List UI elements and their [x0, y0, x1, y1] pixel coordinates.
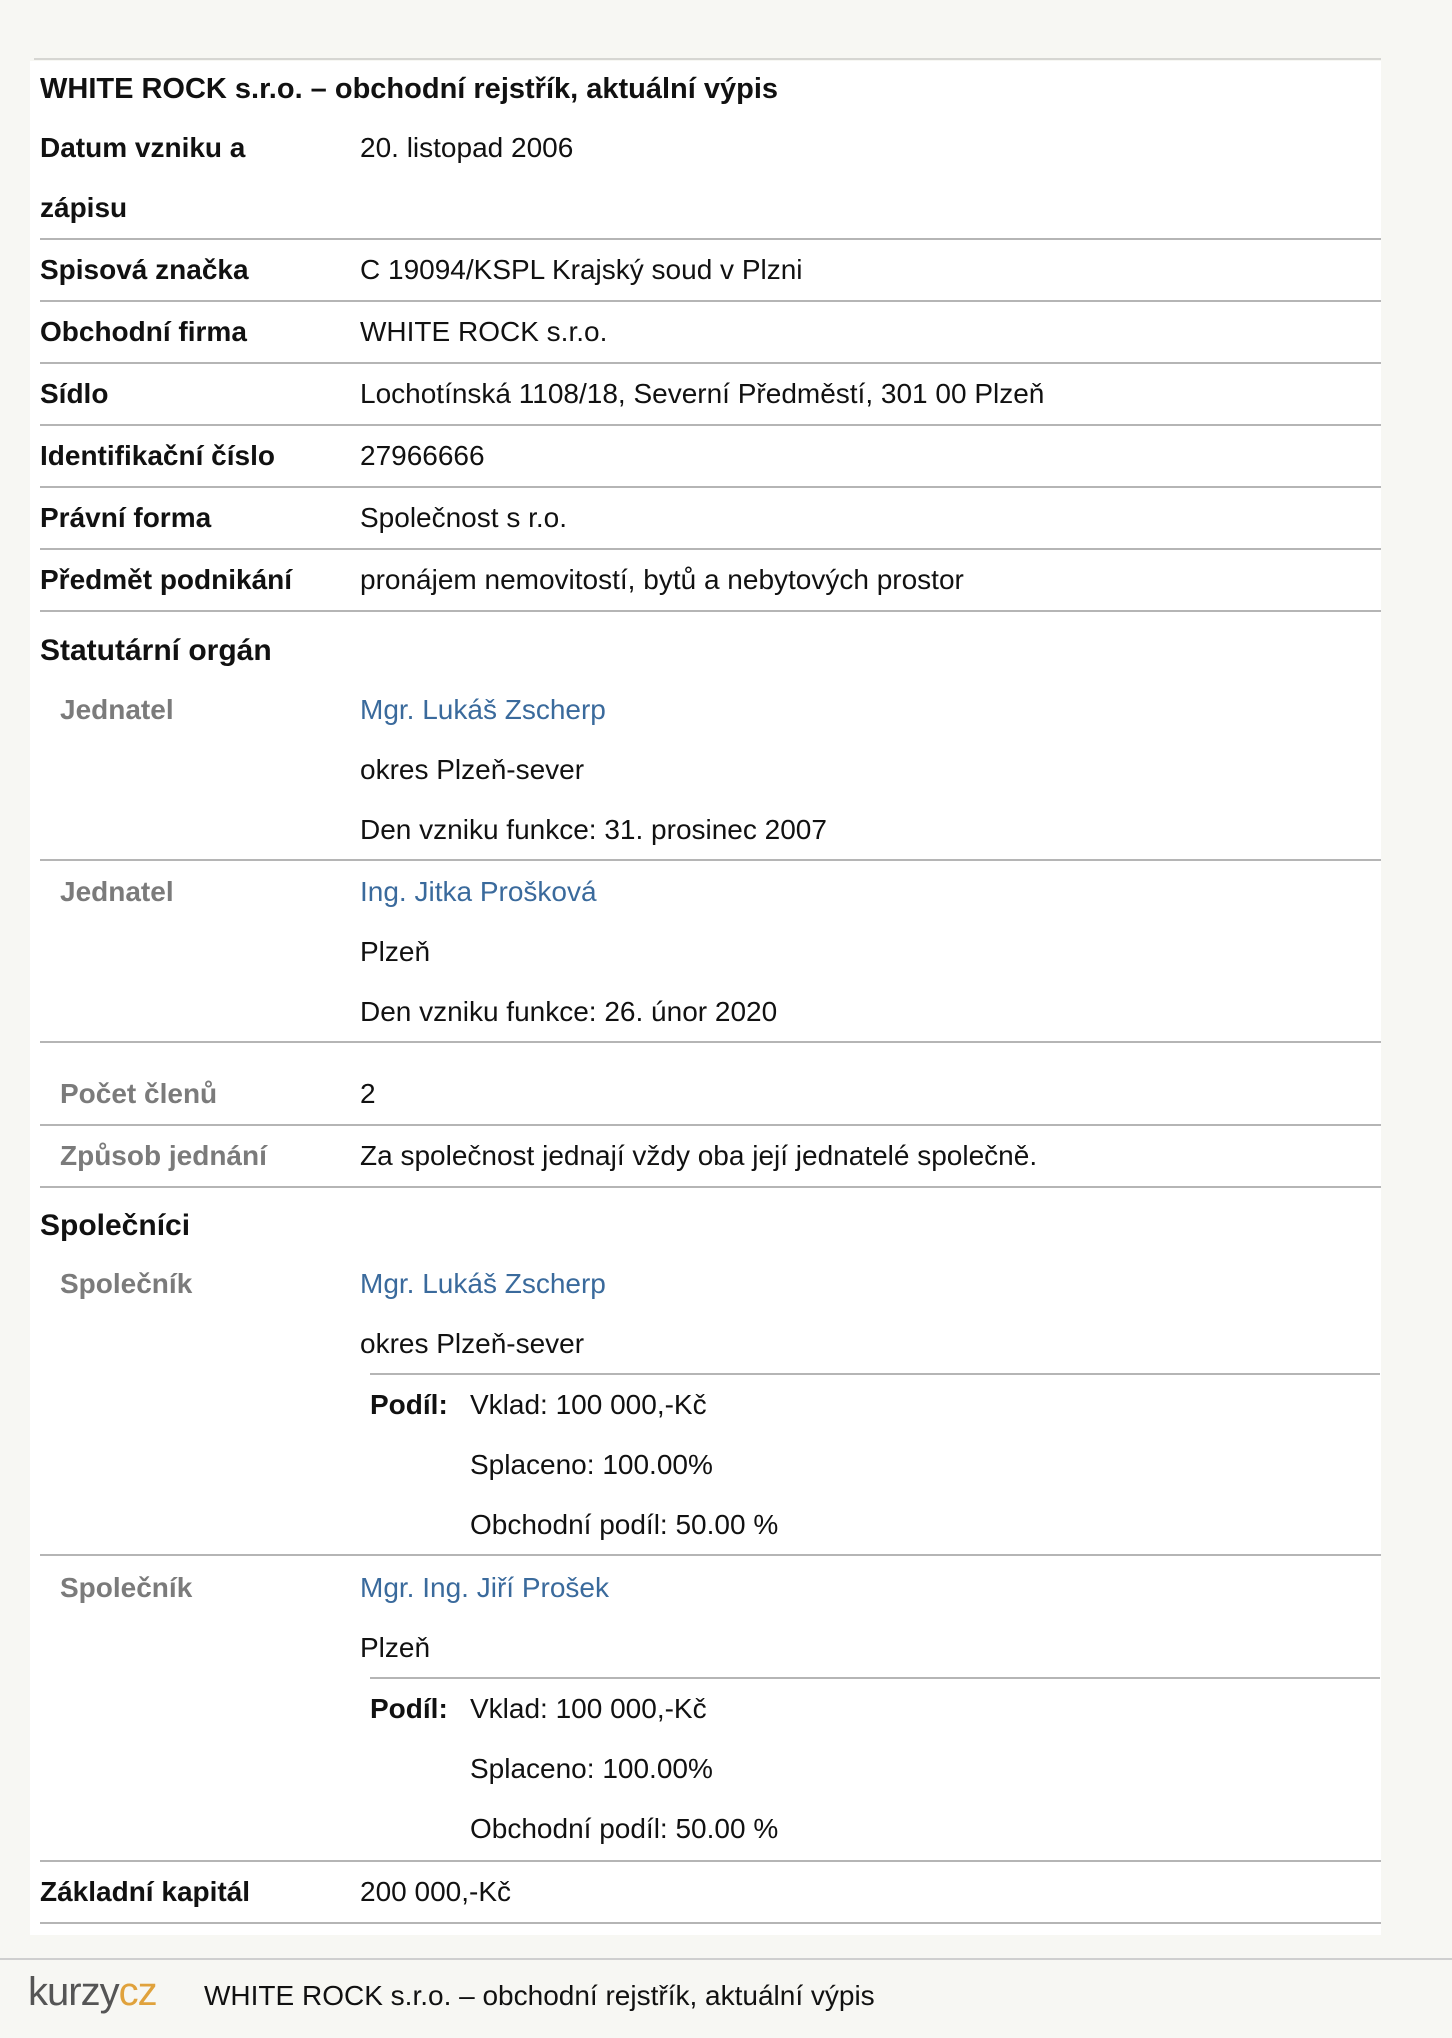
spolecnik-2-vklad: Vklad: 100 000,-Kč	[470, 1693, 707, 1724]
spolecnik-1-vklad: Vklad: 100 000,-Kč	[470, 1389, 707, 1420]
value-forma: Společnost s r.o.	[360, 502, 568, 533]
spolecnik-row-2	[40, 1558, 1381, 1858]
label-predmet: Předmět podnikání	[40, 564, 293, 595]
link-jednatel-2[interactable]: Ing. Jitka Prošková	[360, 876, 597, 907]
row-ico	[40, 426, 1381, 488]
row-forma	[40, 488, 1381, 550]
row-zakladni-kapital	[40, 1860, 1381, 1924]
footer	[0, 1958, 1452, 2038]
jednatel-1-since: Den vzniku funkce: 31. prosinec 2007	[360, 814, 827, 845]
jednatel-1-place: okres Plzeň-sever	[360, 754, 585, 785]
jednatel-row-2	[40, 862, 1381, 1043]
spolecnik-1-place: okres Plzeň-sever	[360, 1328, 585, 1359]
row-datum	[40, 118, 1381, 240]
link-spolecnik-1[interactable]: Mgr. Lukáš Zscherp	[360, 1268, 606, 1299]
spolecnik-1-splaceno: Splaceno: 100.00%	[470, 1449, 713, 1480]
row-pocet-clenu	[40, 1064, 1381, 1126]
label-zpusob-jednani: Způsob jednání	[60, 1140, 267, 1171]
page-title: WHITE ROCK s.r.o. – obchodní rejstřík, aktuální výpis	[40, 73, 779, 105]
row-sidlo	[40, 364, 1381, 426]
value-firma: WHITE ROCK s.r.o.	[360, 316, 608, 347]
logo-text-cz: cz	[118, 1970, 157, 2014]
label-spolecnik-2: Společník	[60, 1572, 193, 1603]
jednatel-row-1	[40, 680, 1381, 861]
label-forma: Právní forma	[40, 502, 212, 533]
link-jednatel-1[interactable]: Mgr. Lukáš Zscherp	[360, 694, 606, 725]
row-predmet	[40, 550, 1381, 612]
value-zpusob-jednani: Za společnost jednají vždy oba její jednatelé společně.	[360, 1140, 1038, 1171]
value-sidlo: Lochotínská 1108/18, Severní Předměstí, 301 00 Plzeň	[360, 378, 1045, 409]
label-sidlo: Sídlo	[40, 378, 109, 409]
jednatel-2-place: Plzeň	[360, 936, 431, 967]
spolecnik-2-splaceno: Splaceno: 100.00%	[470, 1753, 713, 1784]
label-jednatel-1: Jednatel	[60, 694, 174, 725]
label-firma: Obchodní firma	[40, 316, 247, 347]
label-datum: Datum vzniku a zápisu	[40, 132, 246, 223]
logo-text-kurzy: kurzy	[28, 1970, 119, 2014]
section-spolecnici: Společníci	[40, 1209, 191, 1242]
kurzy-cz-logo[interactable]	[28, 1970, 157, 2015]
row-firma	[40, 302, 1381, 364]
value-spisova: C 19094/KSPL Krajský soud v Plzni	[360, 254, 803, 285]
row-zpusob-jednani	[40, 1126, 1381, 1188]
spolecnik-row-1	[40, 1254, 1381, 1556]
label-pocet-clenu: Počet členů	[60, 1078, 218, 1109]
register-extract-panel	[30, 61, 1381, 1935]
jednatel-2-since: Den vzniku funkce: 26. únor 2020	[360, 996, 778, 1027]
value-zakladni-kapital: 200 000,-Kč	[360, 1876, 511, 1907]
link-spolecnik-2[interactable]: Mgr. Ing. Jiří Prošek	[360, 1572, 609, 1603]
value-ico: 27966666	[360, 440, 485, 471]
value-pocet-clenu: 2	[360, 1078, 376, 1109]
footer-title: WHITE ROCK s.r.o. – obchodní rejstřík, aktuální výpis	[204, 1980, 875, 2011]
spolecnik-2-obchodni-podil: Obchodní podíl: 50.00 %	[470, 1813, 779, 1844]
spolecnik-1-obchodni-podil: Obchodní podíl: 50.00 %	[470, 1509, 779, 1540]
row-spisova	[40, 240, 1381, 302]
label-ico: Identifikační číslo	[40, 440, 275, 471]
spolecnik-1-podil-label: Podíl:	[370, 1389, 448, 1420]
top-divider	[34, 58, 1381, 60]
label-spisova: Spisová značka	[40, 254, 249, 285]
value-predmet: pronájem nemovitostí, bytů a nebytových prostor	[360, 564, 964, 595]
spolecnik-2-podil-label: Podíl:	[370, 1693, 448, 1724]
spolecnik-2-place: Plzeň	[360, 1632, 431, 1663]
label-zakladni-kapital: Základní kapitál	[40, 1876, 251, 1907]
section-statutarni: Statutární orgán	[40, 634, 272, 667]
label-spolecnik-1: Společník	[60, 1268, 193, 1299]
label-jednatel-2: Jednatel	[60, 876, 174, 907]
value-datum: 20. listopad 2006	[360, 132, 574, 163]
